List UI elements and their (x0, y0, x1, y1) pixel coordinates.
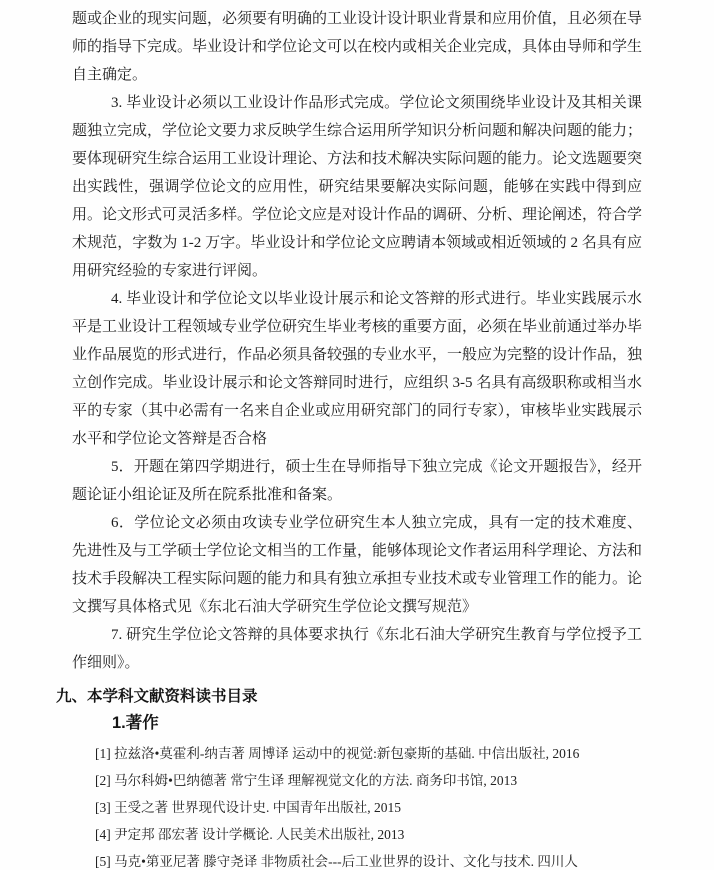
reference-list (95, 740, 642, 870)
paragraph-continuation: 题或企业的现实问题，必须要有明确的工业设计设计职业背景和应用价值，且必须在导师的指导下完成。毕业设计和学位论文可以在校内或相关企业完成，具体由导师和学生自主确定。 (72, 11, 643, 83)
paragraph-item-3: 3. 毕业设计必须以工业设计作品形式完成。学位论文须围绕毕业设计及其相关课题独立完成，学位论文要力求反映学生综合运用所学知识分析问题和解决问题的能力；要体现研究生综合运用工业设计理论、方法和技术解决实际问题的能力。论文选题要突出实践性，强调学位论文的应用性，研究结果要解决实际问题，能够在实践中得到应用。论文形式可灵活多样。学位论文应是对设计作品的调研、分析、理论阐述，符合学术规范，字数为 1-2 万字。毕业设计和学位论文应聘请本领域或相近领域的 2 名具有应用研究经验的专家进行评阅。 (72, 95, 643, 279)
reference-item: [5] 马克•第亚尼著 滕守尧译 非物质社会---后工业世界的设计、文化与技术. 四川人 (95, 854, 578, 869)
paragraph-item-6: 6．学位论文必须由攻读专业学位研究生本人独立完成，具有一定的技术难度、先进性及与工学硕士学位论文相当的工作量，能够体现论文作者运用科学理论、方法和技术手段解决工程实际问题的能力和具有独立承担专业技术或专业管理工作的能力。论文撰写具体格式见《东北石油大学研究生学位论文撰写规范》 (72, 515, 643, 615)
paragraph-item-4: 4. 毕业设计和学位论文以毕业设计展示和论文答辩的形式进行。毕业实践展示水平是工业设计工程领域专业学位研究生毕业考核的重要方面，必须在毕业前通过举办毕业作品展览的形式进行，作品必须具备较强的专业水平，一般应为完整的设计作品，独立创作完成。毕业设计展示和论文答辩同时进行，应组织 3-5 名具有高级职称或相当水平的专家（其中必需有一名来自企业或应用研究部门的同行专家），审核毕业实践展示水平和学位论文答辩是否合格 (72, 291, 643, 447)
paragraph-item-7: 7. 研究生学位论文答辩的具体要求执行《东北石油大学研究生教育与学位授予工作细则》。 (72, 627, 642, 671)
reference-item: [1] 拉兹洛•莫霍利-纳吉著 周博译 运动中的视觉:新包豪斯的基础. 中信出版社, 2016 (95, 746, 580, 761)
reference-item: [3] 王受之著 世界现代设计史. 中国青年出版社, 2015 (95, 800, 401, 815)
reference-item: [2] 马尔科姆•巴纳德著 常宁生译 理解视觉文化的方法. 商务印书馆, 2013 (95, 773, 518, 788)
paragraph-item-5: 5．开题在第四学期进行，硕士生在导师指导下独立完成《论文开题报告》，经开题论证小组论证及所在院系批准和备案。 (72, 459, 642, 503)
reference-item: [4] 尹定邦 邵宏著 设计学概论. 人民美术出版社, 2013 (95, 827, 405, 842)
section-heading: 九、本学科文献资料读书目录 (56, 688, 258, 705)
subsection-heading: 1.著作 (112, 714, 159, 732)
